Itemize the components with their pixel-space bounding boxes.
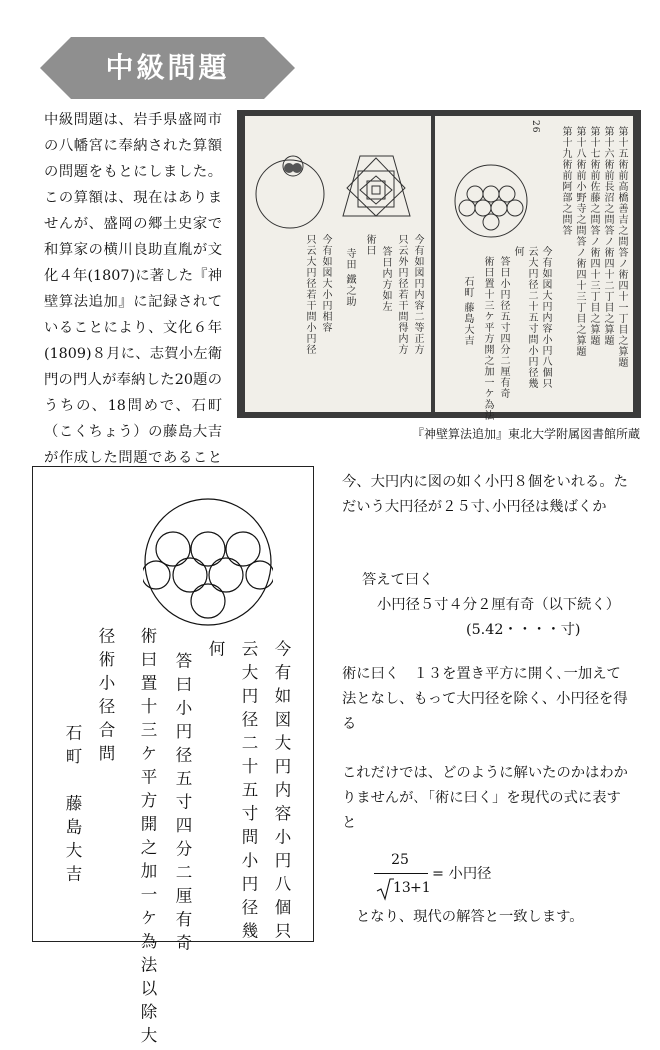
fraction-bar (374, 873, 428, 874)
left-page-col: 答曰内方如左 (380, 246, 391, 312)
title-banner (40, 37, 295, 99)
right-page-col: 第十八術前小野寺之問答ノ術四十三丁目之算題 (574, 126, 585, 357)
formula-numerator: 25 (391, 852, 409, 868)
right-page-col: 第十五術前高橋善吉之問答ノ術四十一丁目之算題 (616, 126, 627, 368)
kanbun-col-3: 何 (206, 640, 225, 664)
left-page-diagrams (245, 116, 431, 246)
sqrt-icon (376, 877, 394, 901)
kanbun-col-4: 答曰小円径五寸四分二厘有奇 (173, 652, 192, 958)
right-book-page (435, 116, 633, 421)
page-title: 中級問題 (105, 51, 230, 84)
kanbun-author: 石町 藤島大吉 (63, 724, 82, 889)
answer-heading: 答えて曰く (362, 572, 434, 588)
left-page-col: 術曰 (364, 234, 375, 256)
left-book-page (245, 116, 431, 412)
left-page-col: 只云大円径若干問小円径 (304, 234, 315, 355)
modern-intro-text: これだけでは、どのように解いたのかはわかりませんが､「術に曰く」を現代の式に表すと (342, 765, 628, 831)
left-page-col: 今有如図円内容二等正方 (412, 234, 423, 355)
answer-line: 小円径５寸４分２厘有奇（以下続く） (377, 597, 621, 613)
right-page-col: 術曰置十三ケ平方開之加一ケ為法 (482, 256, 493, 421)
formula-root: 13 (393, 880, 411, 896)
left-page-col: 寺田 鐵之助 (344, 248, 355, 308)
right-page-col: 今有如図大円内容小円八個只 (540, 246, 551, 389)
kanbun-col-1: 今有如図大円内容小円八個只 (272, 640, 291, 946)
photo-caption: 『神壁算法追加』東北大学附属図書館所蔵 (411, 427, 640, 441)
right-page-col: 第十六術前長沼之問答ノ術四十二丁目之算題 (602, 126, 613, 346)
right-page-col: 答曰小円径五寸四分二厘有奇 (498, 256, 509, 399)
conclusion-text: となり、現代の解答と一致します。 (356, 909, 584, 925)
book-photo (237, 110, 641, 421)
answer-decimal: (5.42・・・・寸) (466, 622, 581, 638)
kanbun-col-2: 云大円径二十五寸問小円径幾 (239, 640, 258, 946)
right-page-col: 石町 藤島大吉 (462, 276, 473, 347)
right-page-circle-diagram (441, 156, 541, 246)
right-page-col: 云大円径二十五寸問小円径幾 (526, 246, 537, 389)
formula (372, 852, 552, 908)
left-page-col: 今有如図大小円相容 (320, 234, 331, 333)
method-text: 術に曰く １３を置き平方に開く､一加えて法となし、もって大円径を除く、小円径を得る (342, 666, 628, 732)
problem-statement: 今、大円内に図の如く小円８個をいれる。ただいう大円径が２５寸､小円径は幾ばくか (342, 474, 628, 515)
right-page-col: 何 (512, 246, 523, 257)
kanbun-col-5: 術曰置十三ケ平方開之加一ケ為法以除大 (138, 627, 157, 1050)
intro-paragraph: 中級問題は、岩手県盛岡市の八幡宮に奉納された算額の問題をもとにしました。この算額は、現在はありませんが、盛岡の郷土史家で和算家の横川良助直胤が文化４年(1807)に著した『神壁算法追加』に記録されていることにより、文化６年(1809)８月に、志賀小左衛門の門人が奉納した20題のうちの、18問めで、石町（こくちょう）の藤島大吉が作成した問題であること (44, 112, 222, 466)
kanbun-col-6: 径術小径合問 (96, 627, 115, 768)
problem-box (32, 466, 314, 1050)
formula-plus: +1 (410, 880, 431, 896)
left-page-col: 只云外円径若干問得内方 (396, 234, 407, 355)
sangaku-circle-diagram (143, 497, 273, 627)
formula-rhs: = 小円径 (432, 866, 492, 882)
right-page-col: 第十九術前阿部之問答 (560, 126, 571, 236)
page-number: 26 (530, 120, 540, 134)
right-page-col: 第十七術前佐藤之問答ノ術四十三丁目之算題 (588, 126, 599, 346)
